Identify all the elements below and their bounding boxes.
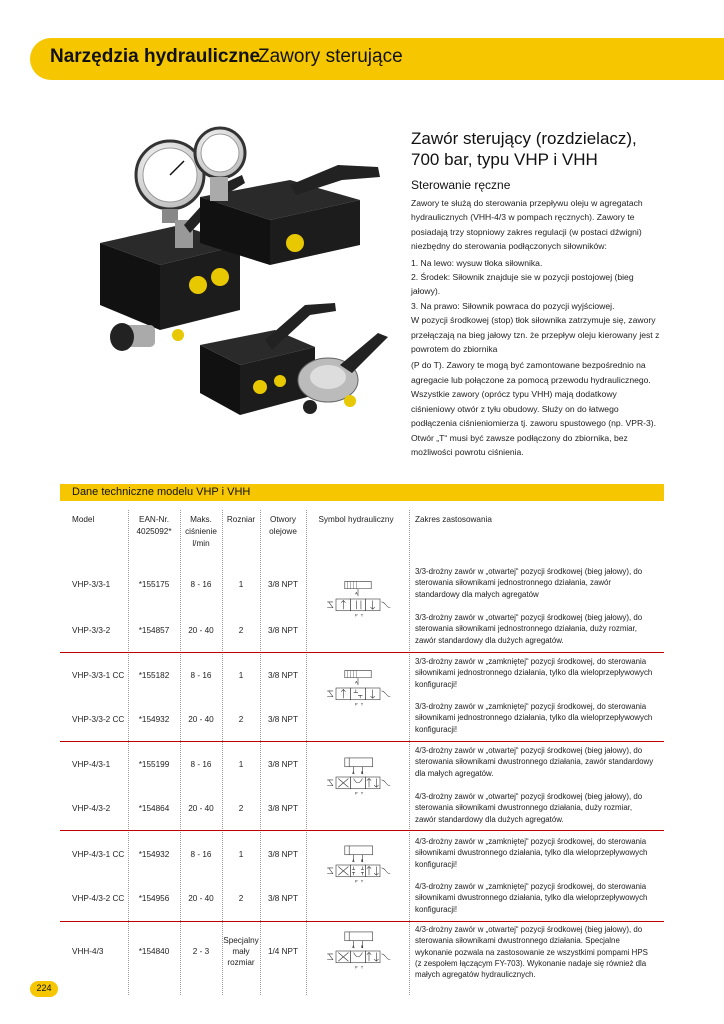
column-divider [306, 510, 307, 995]
row-ean: *154956 [138, 894, 170, 903]
group-separator [60, 830, 664, 831]
port-label-a: A [355, 591, 358, 596]
port-label-b: B [360, 945, 364, 950]
valve-large-icon [195, 128, 380, 265]
port-label-p: P [355, 702, 358, 707]
row-model: VHP-3/3-2 CC [72, 715, 125, 724]
row-application: 4/3-drożny zawór w „otwartej“ pozycji środkowej (bieg jałowy), do sterowania siłownikami dwustronnego działania, duży rozmiar, zawór standardowy dla dużych agregatów. [415, 792, 643, 824]
row-ean: *155199 [138, 760, 170, 769]
row-model: VHP-3/3-2 [72, 626, 111, 635]
col-header-application: Zakres zastosowania [415, 515, 492, 524]
row-ean: *154857 [138, 626, 170, 635]
col-header-model: Model [72, 515, 95, 524]
row-ean: *154864 [138, 804, 170, 813]
row-flow: 20 - 40 [188, 894, 214, 903]
product-subtitle: Sterowanie ręczne [411, 178, 511, 192]
port-label-t: T [360, 702, 364, 707]
hydraulic-symbol-3-3-open [312, 577, 404, 621]
row-size: 1 [238, 760, 244, 769]
description-item1: 1. Na lewo: wysuw tłoka siłownika. [411, 257, 543, 268]
row-model: VHP-3/3-1 [72, 580, 111, 589]
port-label-t: T [360, 613, 364, 618]
column-divider [409, 510, 410, 995]
description-para2: W pozycji środkowej (stop) tłok siłownika zatrzymuje się, zawory przełączają na bieg jałowy tzn. że przepływ oleju kierowany jest z powrotem do zbiornika [411, 315, 660, 355]
row-size: 2 [238, 894, 244, 903]
description-item3: 3. Na prawo: Siłownik powraca do pozycji wyjściowej. [411, 300, 615, 311]
row-flow: 8 - 16 [190, 760, 212, 769]
row-port: 1/4 NPT [267, 947, 299, 956]
col-header-ean-line1: EAN-Nr. [138, 515, 170, 524]
table-title-band [60, 484, 664, 501]
row-size: 1 [238, 850, 244, 859]
valve-vhh-icon [298, 333, 388, 414]
row-size [222, 935, 260, 968]
row-size: 2 [238, 804, 244, 813]
col-header-ports [260, 514, 306, 538]
row-port: 3/8 NPT [267, 715, 299, 724]
hydraulic-symbol-4-3-closed [312, 843, 404, 887]
page-header [30, 38, 724, 80]
port-label-a: A [352, 945, 355, 950]
port-label-t: T [360, 965, 364, 970]
row-application: 3/3-drożny zawór w „otwartej“ pozycji środkowej (bieg jałowy), do sterowania siłownikami jednostronnego działania, zawór standardowy dla małych agregatów [415, 567, 643, 599]
port-label-a: A [352, 771, 355, 776]
port-label-p: P [355, 879, 358, 884]
product-description [411, 196, 661, 461]
row-size: 2 [238, 715, 244, 724]
port-label-a: A [352, 859, 355, 864]
description-para3: (P do T). Zawory te mogą być zamontowane bezpośrednio na agregacie lub połączone za pomocą przewodu hydraulicznego. Wszystkie zawory (oprócz typu VHH) mają dodatkowy ciśnieniowy otwór z tyłu obudowy. Służy on do łatwego podłączenia ciśnieniomierza tj. zaworu spustowego (np. VPR-3). Otwór „T“ musi być zawsze podłączony do zbiornika, bez możliwości powrotu ciśnienia. [411, 360, 657, 457]
col-header-ports-line1: Otwory [270, 515, 296, 524]
row-flow: 20 - 40 [188, 715, 214, 724]
row-application: 3/3-drożny zawór w „zamkniętej“ pozycji środkowej, do sterowania siłownikami jednostronnego działania, tylko dla wieloprzepływowych konfiguracji! [415, 657, 653, 689]
row-model: VHP-4/3-1 [72, 760, 111, 769]
row-flow: 8 - 16 [190, 580, 212, 589]
row-port: 3/8 NPT [267, 804, 299, 813]
port-label-b: B [360, 771, 364, 776]
row-application: 4/3-drożny zawór w „otwartej“ pozycji środkowej (bieg jałowy), do sterowania siłownikami dwustronnego działania. Specjalne wykonanie pozwala na zastosowanie ze wszystkimi pompami HPS (z zespołem łączącym FY-703). Wykonanie nadaje się również dla małych agregatów hydraulicznych. [415, 925, 648, 980]
row-application: 3/3-drożny zawór w „otwartej“ pozycji środkowej (bieg jałowy), do sterowania siłownikami jednostronnego działania, duży rozmiar, zawór standardowy dla dużych agregatów. [415, 613, 643, 645]
row-flow: 2 - 3 [192, 947, 210, 956]
row-size: 1 [238, 671, 244, 680]
col-header-ean [128, 514, 180, 538]
port-label-p: P [355, 613, 358, 618]
product-title-line1: Zawór sterujący (rozdzielacz), [411, 129, 637, 148]
row-size-line1: Specjalny [223, 936, 259, 945]
row-model: VHP-4/3-1 CC [72, 850, 125, 859]
product-title [411, 128, 691, 170]
row-application: 4/3-drożny zawór w „otwartej“ pozycji środkowej (bieg jałowy), do sterowania siłownikami dwustronnego działania, zawór standardowy dla małych agregatów. [415, 746, 654, 778]
row-size: 1 [238, 580, 244, 589]
row-ean: *154932 [138, 850, 170, 859]
row-application: 4/3-drożny zawór w „zamkniętej“ pozycji środkowej, do sterowania siłownikami dwustronnego działania, tylko dla wieloprzepływowych konfiguracji! [415, 882, 648, 914]
group-separator [60, 921, 664, 922]
description-item2: 2. Środek: Siłownik znajduje sie w pozycji postojowej (bieg jałowy). [411, 272, 634, 297]
page-number: 224 [36, 983, 52, 993]
row-size-line3: rozmiar [227, 958, 255, 967]
row-port: 3/8 NPT [267, 580, 299, 589]
row-port: 3/8 NPT [267, 671, 299, 680]
row-model: VHP-3/3-1 CC [72, 671, 125, 680]
row-size: 2 [238, 626, 244, 635]
port-label-t: T [360, 791, 364, 796]
header-title-bold: Narzędzia hydrauliczne [50, 46, 261, 67]
port-label-a: A [355, 680, 358, 685]
table-title: Dane techniczne modelu VHP i VHH [72, 486, 251, 498]
col-header-pressure-line1: Maks. [190, 515, 212, 524]
port-label-p: P [355, 965, 358, 970]
row-flow: 8 - 16 [190, 850, 212, 859]
description-para1: Zawory te służą do sterowania przepływu oleju w agregatach hydraulicznych (VHH-4/3 w pompach ręcznych). Zawory te posiadają trzy stopniowy zakres regulacji (w postaci dźwigni) niezbędny do sterowania podłączonych siłowników: [411, 198, 643, 252]
valve-product-photo [60, 125, 390, 450]
port-label-t: T [360, 879, 364, 884]
product-title-line2: 700 bar, typu VHP i VHH [411, 150, 598, 169]
page-number-badge [30, 981, 58, 997]
row-ean: *154840 [138, 947, 170, 956]
hydraulic-symbol-vhh [312, 929, 404, 973]
row-flow: 8 - 16 [190, 671, 212, 680]
row-port: 3/8 NPT [267, 850, 299, 859]
group-separator [60, 741, 664, 742]
row-model: VHP-4/3-2 [72, 804, 111, 813]
row-model: VHH-4/3 [72, 947, 104, 956]
row-size-line2: mały [232, 947, 250, 956]
row-ean: *154932 [138, 715, 170, 724]
row-application: 4/3-drożny zawór w „zamkniętej“ pozycji środkowej, do sterowania siłownikami dwustronnego działania, tylko dla wieloprzepływowych konfiguracji! [415, 837, 648, 869]
col-header-symbol: Symbol hydrauliczny [318, 515, 394, 524]
col-header-pressure [180, 514, 222, 550]
hydraulic-symbol-3-3-closed [312, 666, 404, 710]
row-port: 3/8 NPT [267, 894, 299, 903]
row-ean: *155182 [138, 671, 170, 680]
col-header-ean-line2: 4025092* [136, 527, 172, 536]
col-header-ports-line2: olejowe [269, 527, 297, 536]
header-title-light: Zawory sterujące [258, 46, 403, 67]
col-header-pressure-line2: ciśnienie [185, 527, 217, 536]
port-label-b: B [360, 859, 364, 864]
col-header-pressure-line3: l/min [192, 539, 210, 548]
row-port: 3/8 NPT [267, 760, 299, 769]
row-port: 3/8 NPT [267, 626, 299, 635]
port-label-p: P [355, 791, 358, 796]
row-application: 3/3-drożny zawór w „zamkniętej“ pozycji środkowej, do sterowania siłownikami jednostronnego działania, tylko dla wieloprzepływowych konfiguracji! [415, 702, 653, 734]
col-header-size: Rozniar [226, 515, 256, 524]
row-flow: 20 - 40 [188, 804, 214, 813]
hydraulic-symbol-4-3-open [312, 755, 404, 799]
row-ean: *155175 [138, 580, 170, 589]
row-flow: 20 - 40 [188, 626, 214, 635]
group-separator [60, 652, 664, 653]
row-model: VHP-4/3-2 CC [72, 894, 125, 903]
